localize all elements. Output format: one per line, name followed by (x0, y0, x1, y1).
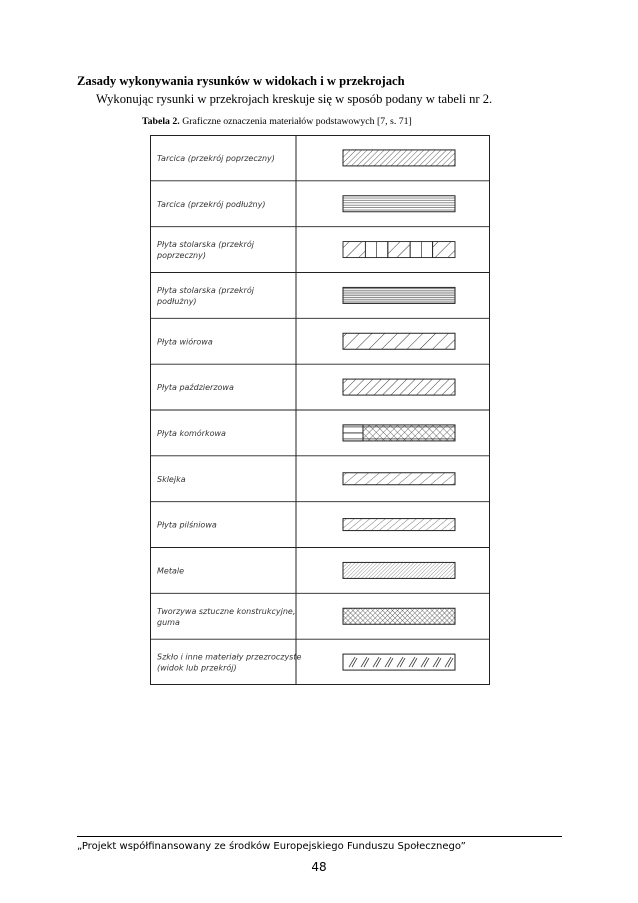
swatch-horizontal-dense (343, 287, 455, 303)
footer-text: „Projekt współfinansowany ze środków Europejskiego Funduszu Społecznego” (77, 841, 466, 852)
swatch-honeycomb (343, 425, 455, 441)
material-label: Płyta stolarska (przekrój (157, 240, 254, 250)
material-label: Płyta pilśniowa (157, 520, 217, 530)
footer-divider (77, 836, 562, 837)
material-label: Płyta paździerzowa (157, 383, 234, 393)
material-label: Płyta stolarska (przekrój (157, 285, 254, 295)
material-label: podłużny) (157, 296, 197, 306)
page-number: 48 (311, 860, 327, 874)
swatch-diagonal-dense (343, 150, 455, 166)
table-caption-label: Tabela 2. (142, 116, 180, 127)
material-label: Tarcica (przekrój podłużny) (157, 199, 266, 209)
swatch-crosshatch (343, 608, 455, 624)
material-label: Płyta komórkowa (157, 428, 226, 438)
section-heading: Zasady wykonywania rysunków w widokach i w przekrojach (77, 74, 405, 88)
swatch-diagonal-fine (343, 562, 455, 578)
intro-paragraph: Wykonując rysunki w przekrojach kreskuje się w sposób podany w tabeli nr 2. (96, 92, 493, 106)
swatch-diagonal-thin (343, 473, 455, 485)
table-body (150, 135, 490, 685)
material-label: (widok lub przekrój) (157, 663, 237, 673)
swatch-glass (343, 654, 455, 670)
material-label: poprzeczny) (157, 251, 206, 261)
materials-table (150, 135, 490, 685)
swatch-board-cross (343, 242, 455, 258)
material-label: Tarcica (przekrój poprzeczny) (157, 153, 275, 163)
material-label: Szkło i inne materiały przezroczyste (157, 652, 302, 662)
swatch-diagonal-sparse (343, 333, 455, 349)
material-label: Płyta wiórowa (157, 337, 213, 347)
swatch-horizontal-lines (343, 196, 455, 212)
swatch-diagonal-thin-dense (343, 519, 455, 531)
table-caption (142, 116, 412, 127)
table-caption-text: Graficzne oznaczenia materiałów podstawowych [7, s. 71] (179, 116, 412, 127)
material-label: Metale (157, 566, 185, 576)
material-label: Sklejka (157, 474, 186, 484)
material-label: guma (157, 617, 180, 627)
material-label: Tworzywa sztuczne konstrukcyjne, (157, 606, 296, 616)
swatch-diagonal-medium (343, 379, 455, 395)
